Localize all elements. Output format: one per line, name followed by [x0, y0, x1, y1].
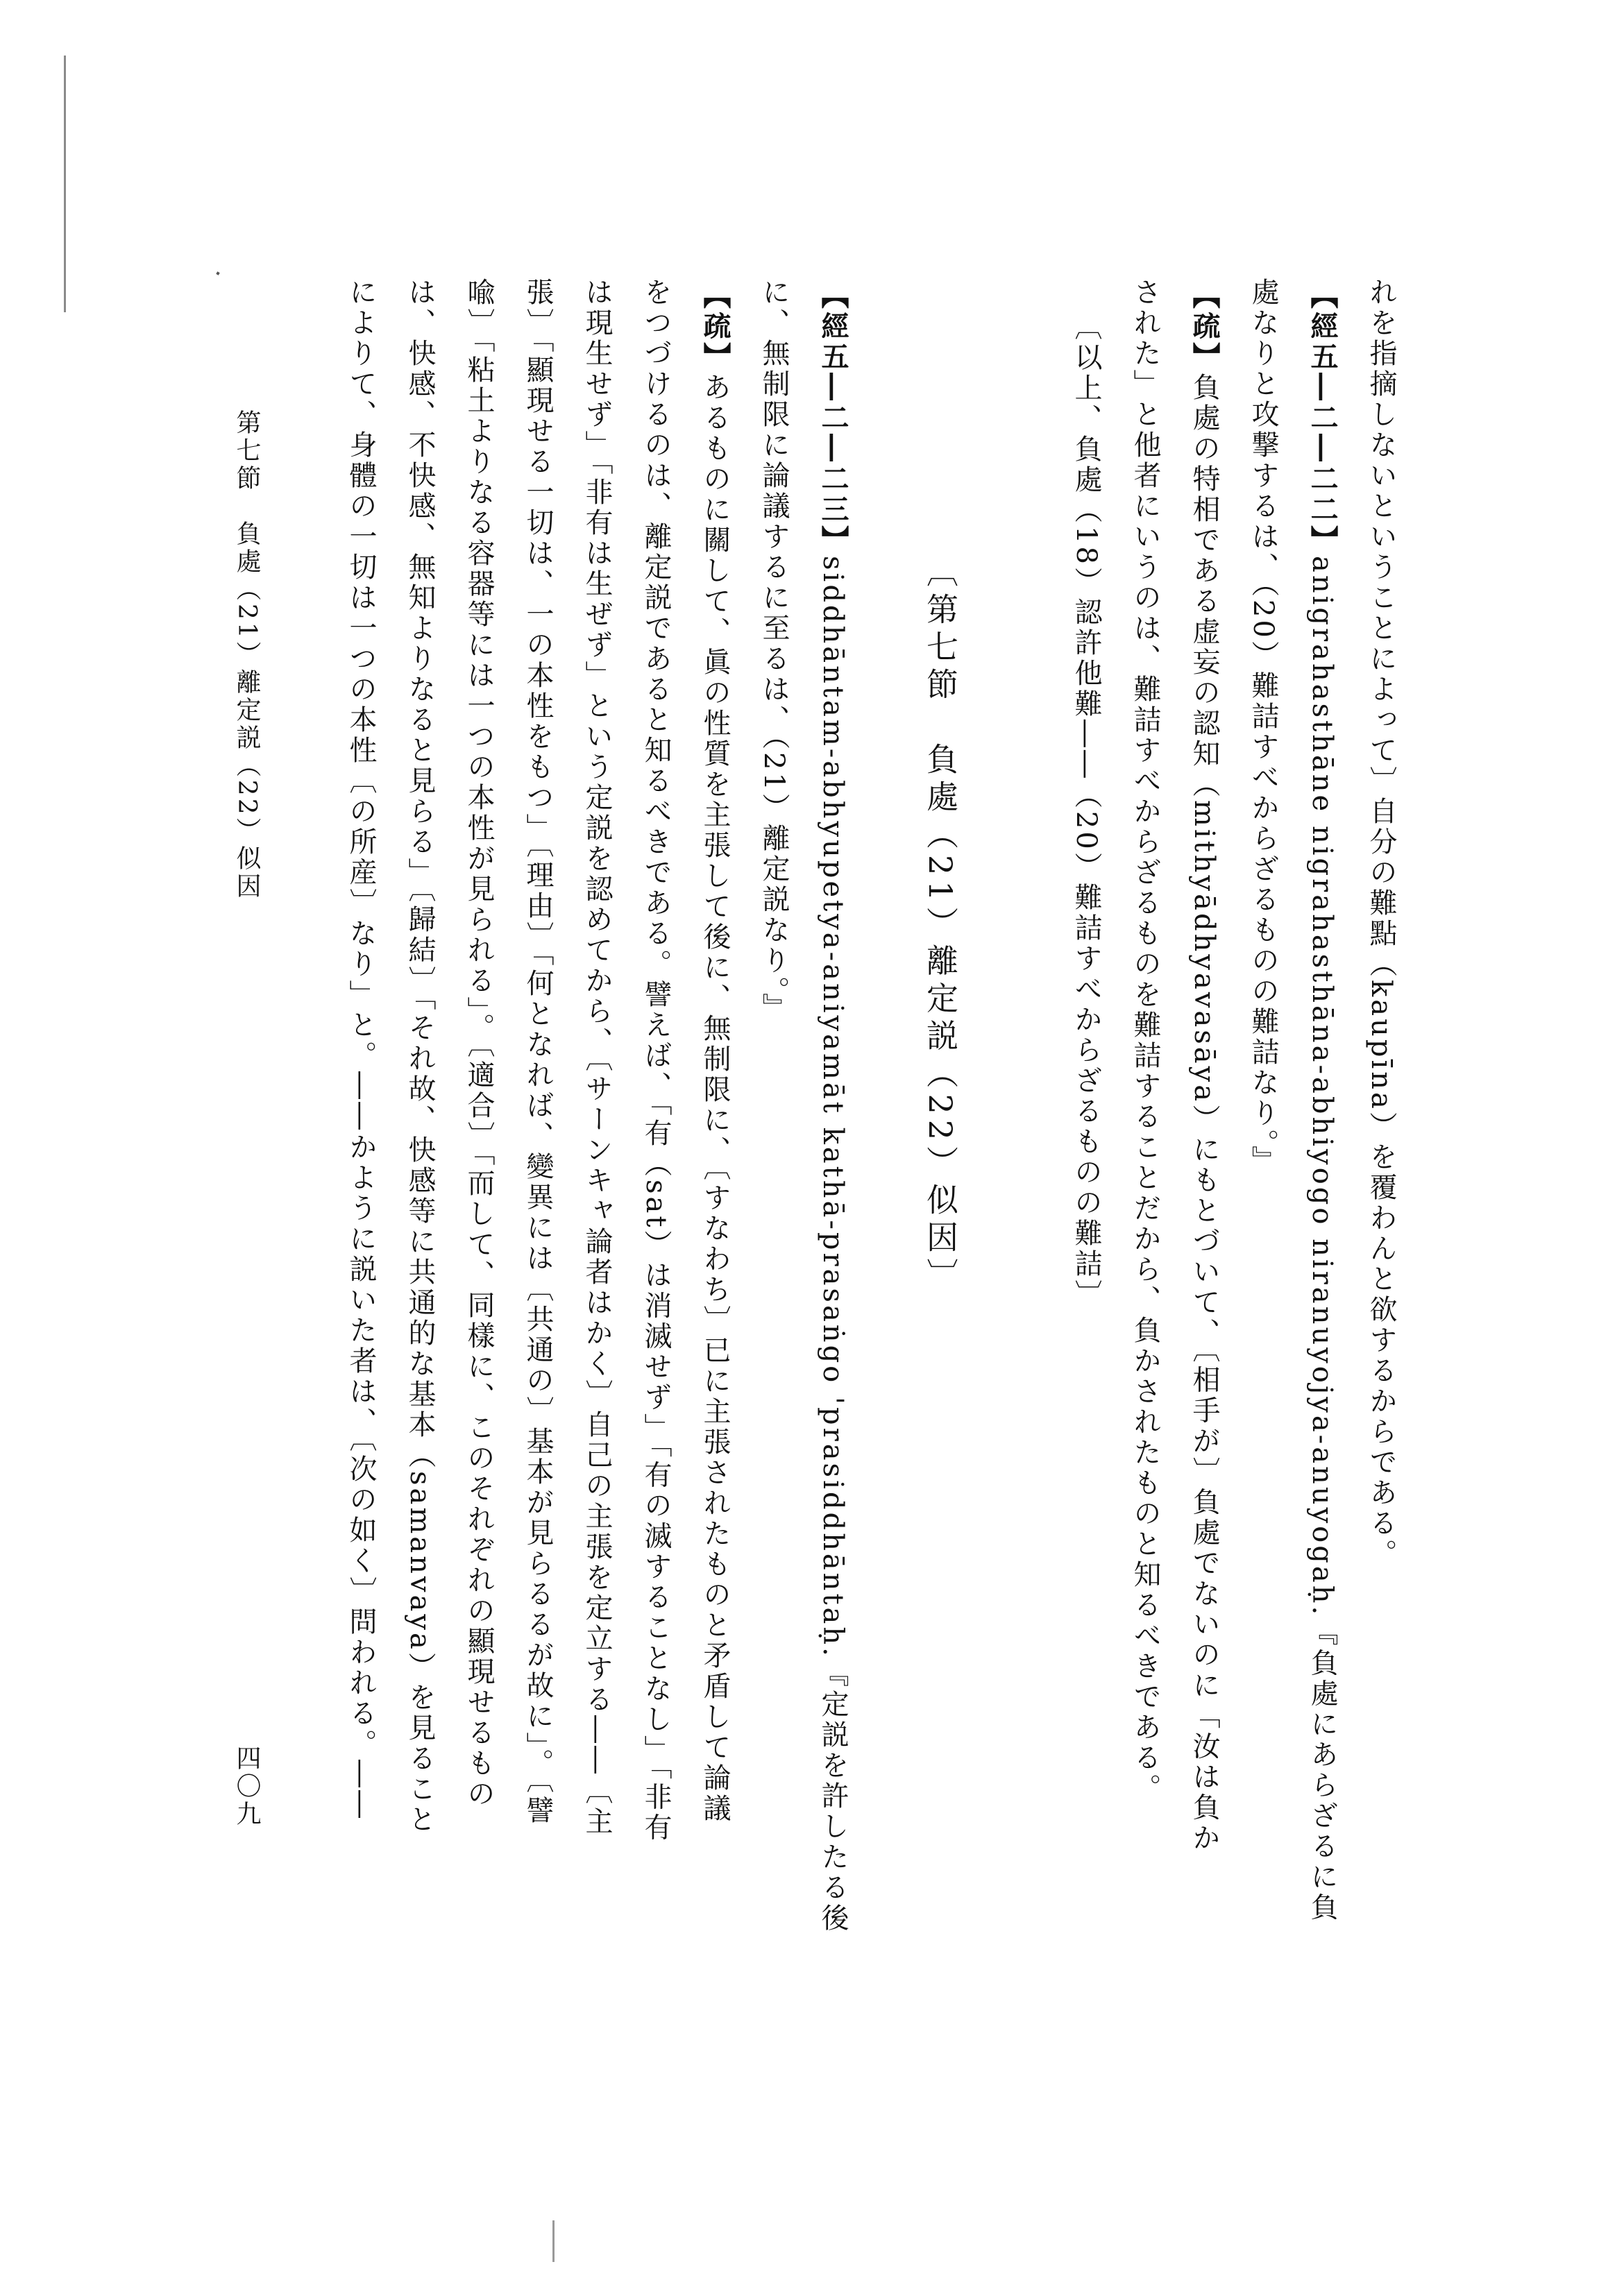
commentary-2-line-5	[455, 278, 503, 1810]
section-title: 〔第七節 負處（21）離定説（22）似因〕	[922, 555, 959, 1296]
sutra-5-2-23-line-2	[750, 278, 798, 1023]
page-number	[229, 1745, 264, 1828]
running-head-text: 第七節 負處（21）離定説（22）似因	[232, 409, 261, 901]
column-text: 負處の特相である虚妄の認知（mithyādhyavasāya）にもとづいて、〔相手が〕負處でないのに「汝は負か	[1188, 373, 1220, 1854]
commentary-2-line-2	[632, 278, 680, 1843]
column-text: あるものに關して、眞の性質を主張して後に、無制限に、〔すなわち〕已に主張されたものと矛盾して論議	[699, 373, 731, 1824]
sutra-5-2-23-line-1	[809, 281, 857, 1934]
gutter-mark	[552, 2220, 555, 2262]
column-text: によりて、身體の一切は一つの本性〔の所産〕なり」と。――かように説いた者は、〔次の如く〕問われる。――	[345, 278, 377, 1821]
scan-speck	[216, 271, 219, 275]
sutra-label: 【經五―二―二二】	[1306, 281, 1339, 556]
column-text: れを指摘しないということによって〕自分の難點（kaupīna）を覆わんと欲するからである。	[1365, 278, 1397, 1570]
column-text: siddhāntam-abhyupetya-aniyamāt kathā-prasaṅgo 'prasiddhāntaḥ.『定説を許したる後	[817, 556, 849, 1934]
sutra-5-2-22-line-1	[1298, 281, 1346, 1923]
section-summary	[1062, 312, 1110, 1310]
commentary-2-line-4	[514, 278, 562, 1826]
column-text: anigrahasthāne nigrahasthāna-abhiyogo niranuyojya-anuyogaḥ.『負處にあらざるに負	[1306, 556, 1338, 1923]
column-text: 處なりと攻撃するは、（20）難詰すべからざるものの難詰なり。』	[1247, 278, 1279, 1176]
sutra-5-2-22-line-2	[1239, 278, 1287, 1176]
column-text: は、快感、不快感、無知よりなると見らる」〔歸結〕「それ故、快感等に共通的な基本（samanvaya）を見ること	[404, 278, 436, 1835]
column-text: された」と他者にいうのは、難詰すべからざるものを難詰することだから、負かされたものと知るべきである。	[1129, 278, 1161, 1804]
column-text: に、無制限に論議するに至るは、（21）離定説なり。』	[758, 278, 790, 1023]
commentary-2-line-7	[337, 278, 385, 1821]
commentary-2-line-3	[573, 278, 621, 1837]
sutra-label: 【經五―二―二三】	[817, 281, 849, 556]
column-text: をつづけるのは、離定説であると知るべきである。譬えば、「有（sat）は消滅せず」「有の滅することなし」「非有	[640, 278, 672, 1844]
commentary-line-2	[1121, 278, 1169, 1804]
scan-margin-rule	[64, 56, 66, 312]
commentary-2-line-1	[691, 281, 739, 1824]
commentary-line-1	[1180, 281, 1228, 1853]
commentary-label: 【疏】	[1188, 281, 1221, 373]
section-heading	[916, 555, 965, 1295]
commentary-label: 【疏】	[699, 281, 731, 373]
column-text: は現生せず」「非有は生ぜず」という定説を認めてから、〔サーンキャ論者はかく〕自己の主張を定立する――〔主	[581, 278, 613, 1837]
page-number-text: 四〇九	[232, 1745, 261, 1828]
running-head	[229, 409, 264, 901]
column-text: 喩〕「粘土よりなる容器等には一つの本性が見られる」。〔適合〕「而して、同樣に、このそれぞれの顯現せるもの	[463, 278, 495, 1810]
column-text: 〔以上、負處（18）認許他難――（20）難詰すべからざるものの難詰〕	[1070, 312, 1102, 1310]
text-column-1	[1357, 278, 1405, 1570]
column-text: 張〕「顯現せる一切は、一の本性をもつ」〔理由〕「何となれば、變異には〔共通の〕基本が見らるるが故に」。〔譬	[522, 278, 554, 1826]
commentary-2-line-6	[396, 278, 444, 1835]
